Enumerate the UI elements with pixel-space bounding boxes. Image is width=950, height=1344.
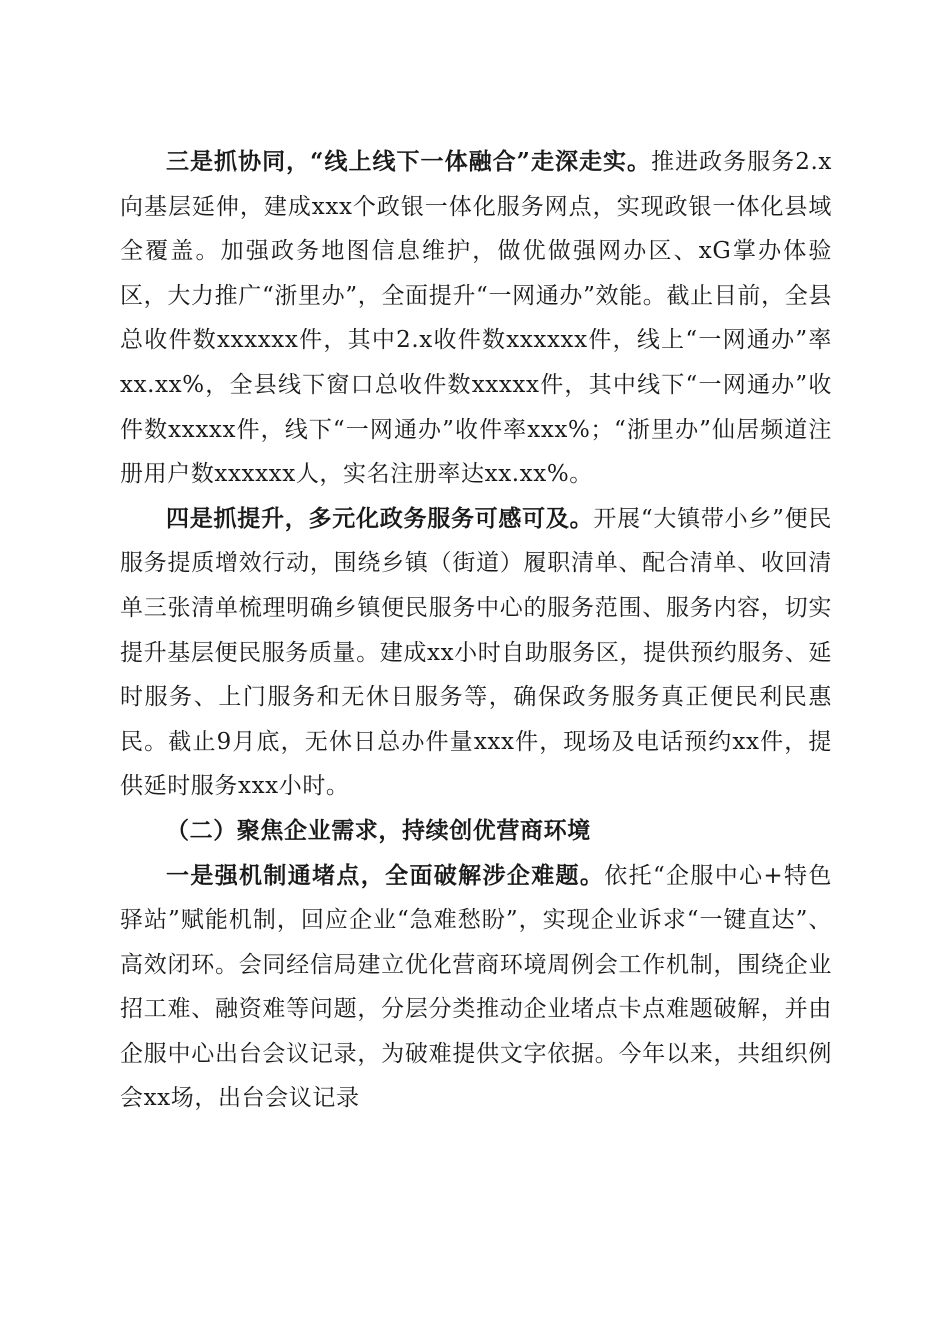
- paragraph-lead: 一是强机制通堵点，全面破解涉企难题。: [166, 861, 605, 889]
- paragraph-coordination: [120, 140, 832, 497]
- paragraph-lead: 三是抓协同，“线上线下一体融合”走深走实。: [166, 148, 652, 175]
- paragraph-body: 推进政务服务2.x向基层延伸，建成xxx个政银一体化服务网点，实现政银一体化县域全覆盖。加强政务地图信息维护，做优做强网办区、xG掌办体验区，大力推广“浙里办”，全面提升“一网通办”效能。截止目前，全县总收件数xxxxxx件，其中2.x收件数xxxxxx件，线上“一网通办”率xx.xx%，全县线下窗口总收件数xxxxx件，其中线下“一网通办”收件数xxxxx件，线下“一网通办”收件率xxx%；“浙里办”仙居频道注册用户数xxxxxx人，实名注册率达xx.xx%。: [120, 149, 832, 488]
- section-heading: （二）聚焦企业需求，持续创优营商环境: [166, 817, 591, 844]
- paragraph-improvement: [120, 497, 832, 809]
- paragraph-lead: 四是抓提升，多元化政务服务可感可及。: [166, 504, 594, 532]
- paragraph-body: 开展“大镇带小乡”便民服务提质增效行动，围绕乡镇（街道）履职清单、配合清单、收回清单三张清单梳理明确乡镇便民服务中心的服务范围、服务内容，切实提升基层便民服务质量。建成xx小时自助服务区，提供预约服务、延时服务、上门服务和无休日服务等，确保政务服务真正便民利民惠民。截止9月底，无休日总办件量xxx件，现场及电话预约xx件，提供延时服务xxx小时。: [120, 505, 832, 800]
- document-page: [120, 140, 832, 1121]
- paragraph-mechanism: [120, 854, 832, 1122]
- paragraph-body: 依托“企服中心+特色驿站”赋能机制，回应企业“急难愁盼”，实现企业诉求“一键直达”、高效闭环。会同经信局建立优化营商环境周例会工作机制，围绕企业招工难、融资难等问题，分层分类推动企业堵点卡点难题破解，并由企服中心出台会议记录，为破难提供文字依据。今年以来，共组织例会xx场，出台会议记录: [120, 862, 832, 1112]
